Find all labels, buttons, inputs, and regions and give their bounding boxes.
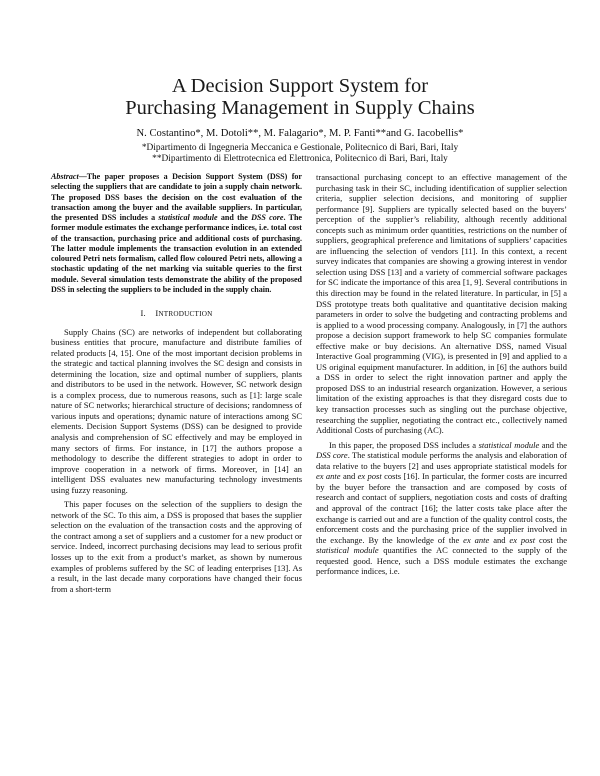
section-heading-introduction — [51, 308, 302, 320]
abstract-dash: — — [78, 172, 87, 181]
section-number: I. — [140, 308, 146, 318]
p3-text-b: and the — [539, 439, 567, 450]
intro-paragraph-2: This paper focuses on the selection of the suppliers to design the network of the SC. To this aim, a DSS is proposed that bases the supplier selection on the evaluation of the transaction costs and the approving of the contract among a set of suppliers and a customer for a new product or service. Indeed, incorrect purchasing decisions may lead to serious profit losses up to the exit from a product’s market, as shown by numerous examples of problems suffered by the SC of leading enterprises [13]. As a result, in the last decade many corporations have changed their focus from a short-term — [51, 499, 302, 594]
p3-text-e: costs [16]. In particular, the former costs are incurred by the buyer before the transaction and are composed by costs of research and contact of suppliers, negotiation costs and costs of drafting and approval of the contract [16]; the latter costs take place after the exchange is carried out and are a function of the quality control costs, the enforcement costs and the purchasing price of the supplier involved in the exchange. By the knowledge of the — [316, 471, 567, 545]
p3-term-statistical-module: statistical module — [478, 439, 540, 450]
p3-text-h: quantifies the AC connected to the supply of the requested good. Hence, such a DSS module estimates the exchange performance indices, i.e. — [316, 545, 567, 577]
abstract-text-3: . The former module estimates the exchange performance indices, i.e. total cost of the transaction, purchasing price and additional costs of purchasing. The latter module implements the transaction evolution in an extended coloured Petri nets formalism, called flow coloured Petri nets, allowing a stochastic updating of the net marking via suitable queries to the first module. Several simulation tests demonstrate the ability of the proposed DSS in selecting the suppliers to be included in the supply chain. — [51, 213, 302, 294]
abstract-term-statistical-module: statistical module — [158, 213, 218, 222]
abstract-text-2: and the — [217, 213, 252, 222]
p3-term-ex-post: ex post — [357, 471, 382, 482]
right-column — [316, 172, 567, 581]
p3-text-g: cost the — [535, 534, 568, 545]
p3-text-d: and — [340, 471, 358, 482]
p3-term-statistical-module-2: statistical module — [316, 545, 379, 556]
section-title-initial: I — [155, 308, 159, 318]
intro-paragraph-1: Supply Chains (SC) are networks of independent but collaborating business entities that procure, manufacture and distribute families of related products [4, 15]. One of the most important decision problems in the strategic and tactical planning involves the SC design and consists in determining the location, size and optimal number of suppliers, plants and distributors to be used in the network. However, SC network design is a complex process, due to numerous reasons, such as [1]: large scale nature of SC networks; hierarchical structure of decisions; randomness of various inputs and operations; dynamic nature of interactions among SC elements. Decision Support Systems (DSS) can be designed to provide analysis and comprehension of SC effectively and may be employed in many sectors of firms. For instance, in [17] the authors propose a methodology to describe the different strategies to adopt in order to improve cooperation in a network of firms. Moreover, in [14] an intelligent DSS evaluates new manufacturing technology investments using fuzzy reasoning. — [51, 326, 302, 495]
abstract-text-1: The paper proposes a Decision Support System (DSS) for selecting the suppliers that are candidate to join a supply chain network. The proposed DSS bases the decision on the cost evaluation of the transaction among the buyer and the available suppliers. In particular, the presented DSS includes a — [51, 172, 302, 222]
author-list: N. Costantino*, M. Dotoli**, M. Falagario*, M. P. Fanti**and G. Iacobellis* — [136, 128, 464, 139]
section-title-rest: NTRODUCTION — [158, 310, 213, 318]
p3-text-f: and — [489, 534, 510, 545]
p3-term-ex-ante: ex ante — [316, 471, 341, 482]
abstract-label: Abstract — [51, 172, 79, 181]
p3-term-dss-core: DSS core — [316, 450, 348, 461]
affiliation-1: *Dipartimento di Ingegneria Meccanica e Gestionale, Politecnico di Bari, Bari, Italy — [141, 143, 459, 153]
p3-text-c: . The statistical module performs the analysis and elaboration of data relative to the buyers [2] and uses appropriate statistical models for — [316, 450, 567, 471]
paper-title-line-1: A Decision Support System for — [171, 75, 429, 97]
intro-paragraph-2-continued: transactional purchasing concept to an effective management of the purchasing task in their SC, including identification of supplier selection criteria, supplier selection decisions, and monitoring of supplier performance [9]. Suppliers are typically selected based on the buyers’ perception of the supplier’s reliability, although recently additional concepts such as minimum order quantities, restrictions on the number of suppliers, geographical preference and limitations of suppliers’ capacities are influencing the selection of vendors [11]. In this context, a recent survey indicates that companies are showing a growing interest in vendor selection using DSS [13] and a variety of commercial software packages for SC indicate the importance of this area [1, 9]. Several contributions in this direction may be found in the related literature. In particular, in [5] a DSS prototype treats both qualitative and quantitative decision making parameters in order to solve the budgeting and contracting problems and is applied to a wood processing company. Analogously, in [7] the authors propose a decision support framework to help SC companies formulate effective make or buy decisions. An alternative DSS, named Visual Interactive Goal programming (VIG), is presented in [9] and applied to a US original equipment manufacturer. In addition, in [6] the authors build a DSS in order to select the right innovation partner and apply the proposed DSS to an industrial research organization. However, a serious limitation of the existing approaches is that they disregard costs due to key transaction processes such as singling out the purchase objective, researching the supplier, negotiating the contract etc., collectively named Additional Costs of purchasing (AC). — [316, 172, 567, 436]
p3-term-ex-ante-2: ex ante — [463, 534, 490, 545]
p3-text-a: In this paper, the proposed DSS includes a — [329, 439, 479, 450]
affiliation-2: **Dipartimento di Elettrotecnica ed Elettronica, Politecnico di Bari, Bari, Italy — [152, 154, 448, 164]
paper-title-line-2: Purchasing Management in Supply Chains — [125, 97, 475, 119]
p3-term-ex-post-2: ex post — [509, 534, 536, 545]
abstract — [51, 172, 302, 295]
intro-paragraph-3 — [316, 440, 567, 577]
left-column — [51, 172, 302, 598]
abstract-term-dss-core: DSS core — [251, 213, 284, 222]
